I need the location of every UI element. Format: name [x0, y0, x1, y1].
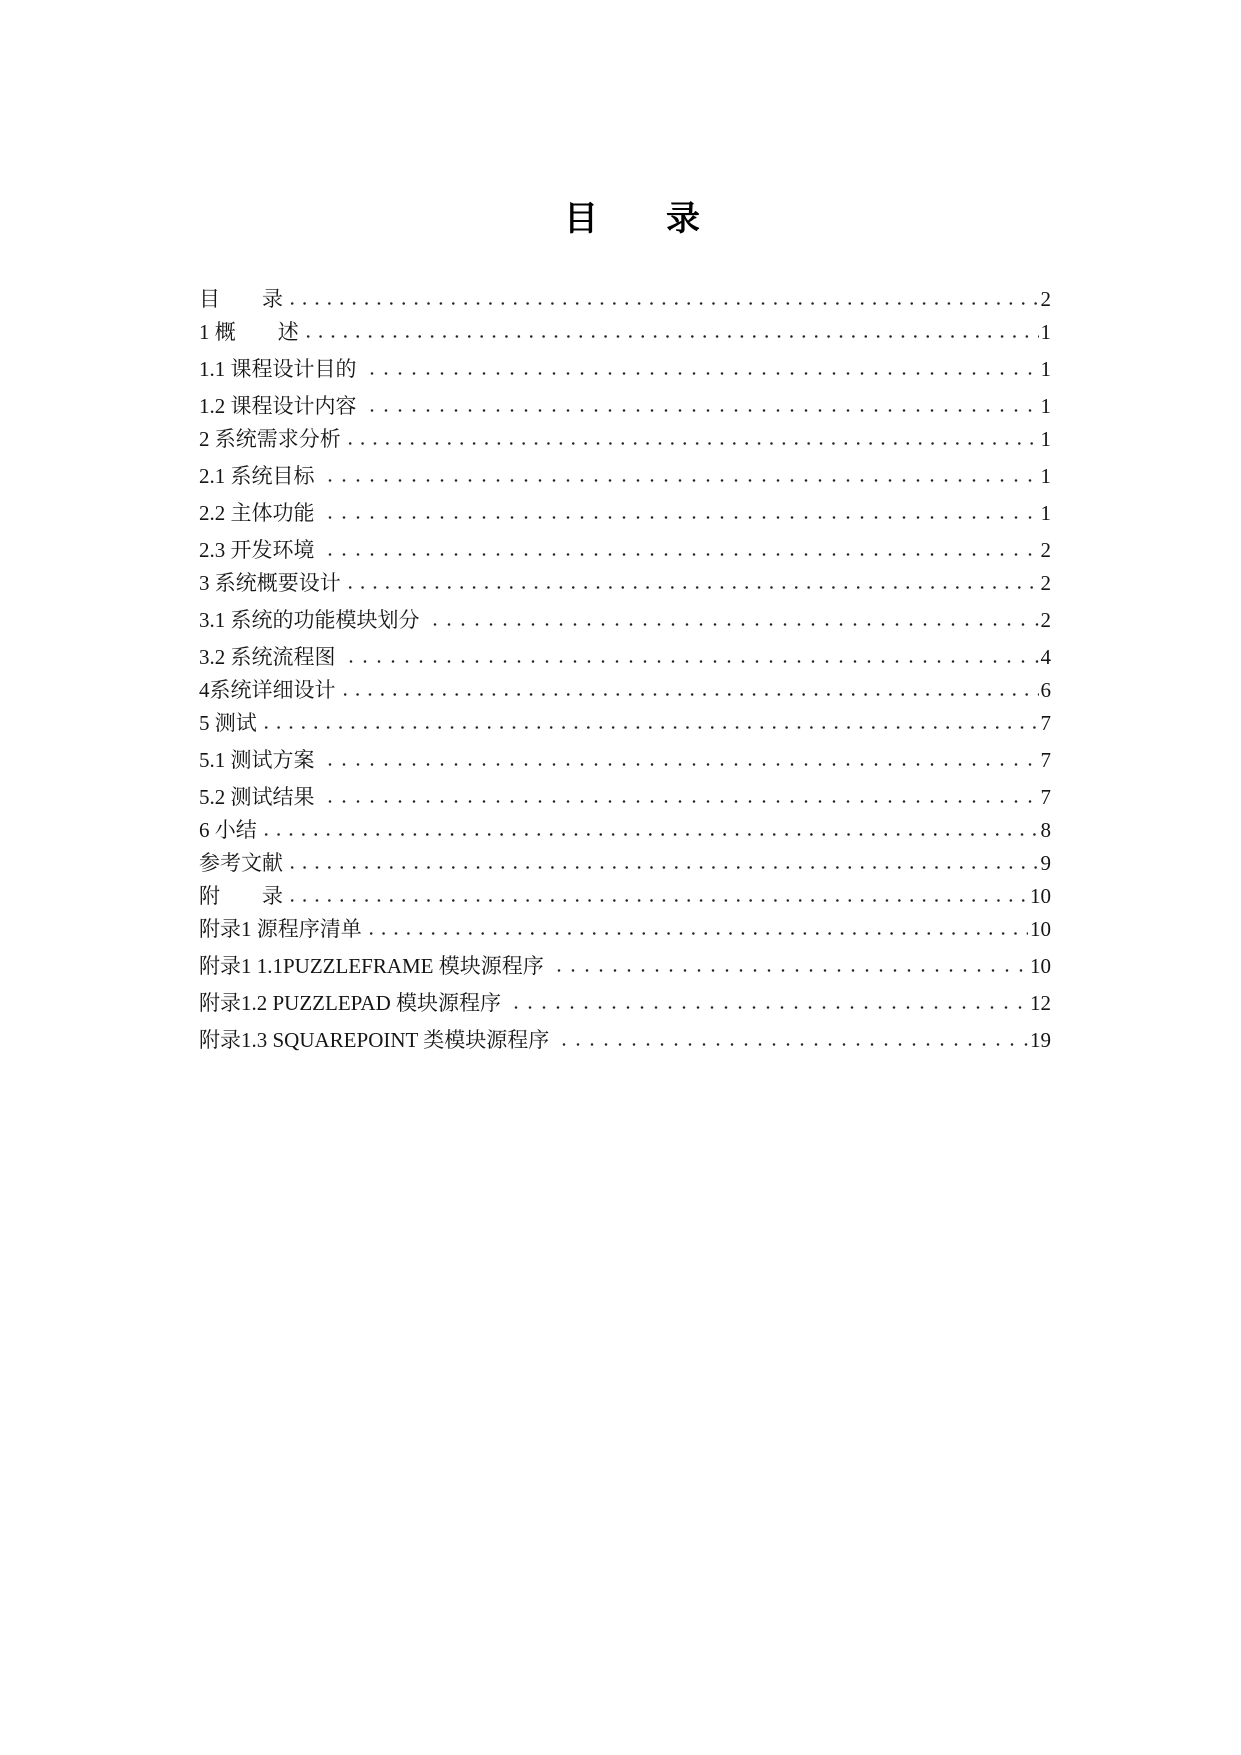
toc-entry-page: 2 — [1040, 571, 1051, 595]
toc-entry-label: 3.2 系统流程图 — [199, 645, 336, 669]
toc-entry-page: 2 — [1040, 608, 1051, 632]
toc-entry-page: 7 — [1040, 785, 1051, 809]
toc-entry-label: 参考文献 — [199, 851, 283, 875]
toc-entry-page: 12 — [1030, 991, 1051, 1015]
toc-entry-label: 2.1 系统目标 — [199, 464, 315, 488]
toc-entry-label: 2.2 主体功能 — [199, 501, 315, 525]
toc-entry — [199, 874, 1051, 907]
toc-entry-page: 2 — [1040, 538, 1051, 562]
dot-leader — [302, 335, 1039, 338]
toc-entry — [199, 524, 1051, 561]
dot-leader — [339, 693, 1039, 696]
toc-entry — [199, 701, 1051, 734]
toc-entry — [199, 668, 1051, 701]
toc-entry-label: 1 概 述 — [199, 320, 299, 344]
toc-entry-page: 1 — [1040, 464, 1051, 488]
toc-entry-page: 19 — [1030, 1028, 1051, 1052]
toc-entry — [199, 771, 1051, 808]
toc-entry-label: 5 测试 — [199, 711, 257, 735]
dot-leader — [552, 969, 1028, 972]
toc-entry — [199, 631, 1051, 668]
toc-entry-label: 5.2 测试结果 — [199, 785, 315, 809]
toc-entry — [199, 343, 1051, 380]
toc-entry-page: 1 — [1040, 320, 1051, 344]
toc-entry-label: 目 录 — [199, 287, 283, 311]
table-of-contents — [199, 277, 1051, 1051]
toc-entry — [199, 940, 1051, 977]
toc-entry — [199, 417, 1051, 450]
dot-leader — [286, 866, 1039, 869]
dot-leader — [344, 660, 1039, 663]
dot-leader — [344, 442, 1039, 445]
toc-entry — [199, 310, 1051, 343]
dot-leader — [260, 726, 1039, 729]
toc-entry — [199, 380, 1051, 417]
toc-entry-label: 附 录 — [199, 884, 283, 908]
toc-entry-label: 5.1 测试方案 — [199, 748, 315, 772]
toc-entry-label: 附录1.3 SQUAREPOINT 类模块源程序 — [199, 1028, 550, 1052]
toc-entry — [199, 487, 1051, 524]
dot-leader — [323, 479, 1039, 482]
toc-entry-page: 2 — [1040, 287, 1051, 311]
toc-entry — [199, 277, 1051, 310]
toc-entry-page: 6 — [1040, 678, 1051, 702]
toc-entry-page: 7 — [1040, 748, 1051, 772]
toc-entry-label: 4系统详细设计 — [199, 678, 336, 702]
dot-leader — [323, 553, 1039, 556]
dot-leader — [557, 1043, 1028, 1046]
toc-entry-label: 附录1.2 PUZZLEPAD 模块源程序 — [199, 991, 501, 1015]
toc-entry-page: 1 — [1040, 427, 1051, 451]
dot-leader — [323, 800, 1039, 803]
dot-leader — [344, 586, 1039, 589]
dot-leader — [286, 899, 1028, 902]
toc-entry — [199, 907, 1051, 940]
toc-entry — [199, 808, 1051, 841]
toc-entry-label: 2 系统需求分析 — [199, 427, 341, 451]
toc-entry — [199, 1014, 1051, 1051]
toc-entry-page: 1 — [1040, 357, 1051, 381]
toc-entry-label: 3 系统概要设计 — [199, 571, 341, 595]
toc-entry — [199, 561, 1051, 594]
toc-entry — [199, 977, 1051, 1014]
toc-entry — [199, 450, 1051, 487]
toc-entry-page: 1 — [1040, 501, 1051, 525]
dot-leader — [428, 623, 1039, 626]
toc-entry-page: 10 — [1030, 884, 1051, 908]
toc-entry-label: 1.1 课程设计目的 — [199, 357, 357, 381]
toc-entry-page: 10 — [1030, 954, 1051, 978]
toc-entry-page: 1 — [1040, 394, 1051, 418]
toc-entry-page: 8 — [1040, 818, 1051, 842]
dot-leader — [365, 372, 1039, 375]
dot-leader — [365, 409, 1039, 412]
toc-entry-page: 7 — [1040, 711, 1051, 735]
toc-entry-label: 3.1 系统的功能模块划分 — [199, 608, 420, 632]
toc-entry-page: 9 — [1040, 851, 1051, 875]
toc-entry-label: 2.3 开发环境 — [199, 538, 315, 562]
toc-entry-label: 6 小结 — [199, 818, 257, 842]
toc-entry-page: 4 — [1040, 645, 1051, 669]
dot-leader — [323, 763, 1039, 766]
toc-entry — [199, 841, 1051, 874]
toc-entry — [199, 594, 1051, 631]
dot-leader — [286, 302, 1039, 305]
dot-leader — [260, 833, 1039, 836]
dot-leader — [323, 516, 1039, 519]
toc-entry-label: 附录1 1.1PUZZLEFRAME 模块源程序 — [199, 954, 544, 978]
dot-leader — [365, 932, 1028, 935]
toc-entry-label: 附录1 源程序清单 — [199, 917, 362, 941]
page-title: 目 录 — [564, 201, 700, 238]
dot-leader — [509, 1006, 1028, 1009]
toc-entry-label: 1.2 课程设计内容 — [199, 394, 357, 418]
toc-entry — [199, 734, 1051, 771]
toc-entry-page: 10 — [1030, 917, 1051, 941]
